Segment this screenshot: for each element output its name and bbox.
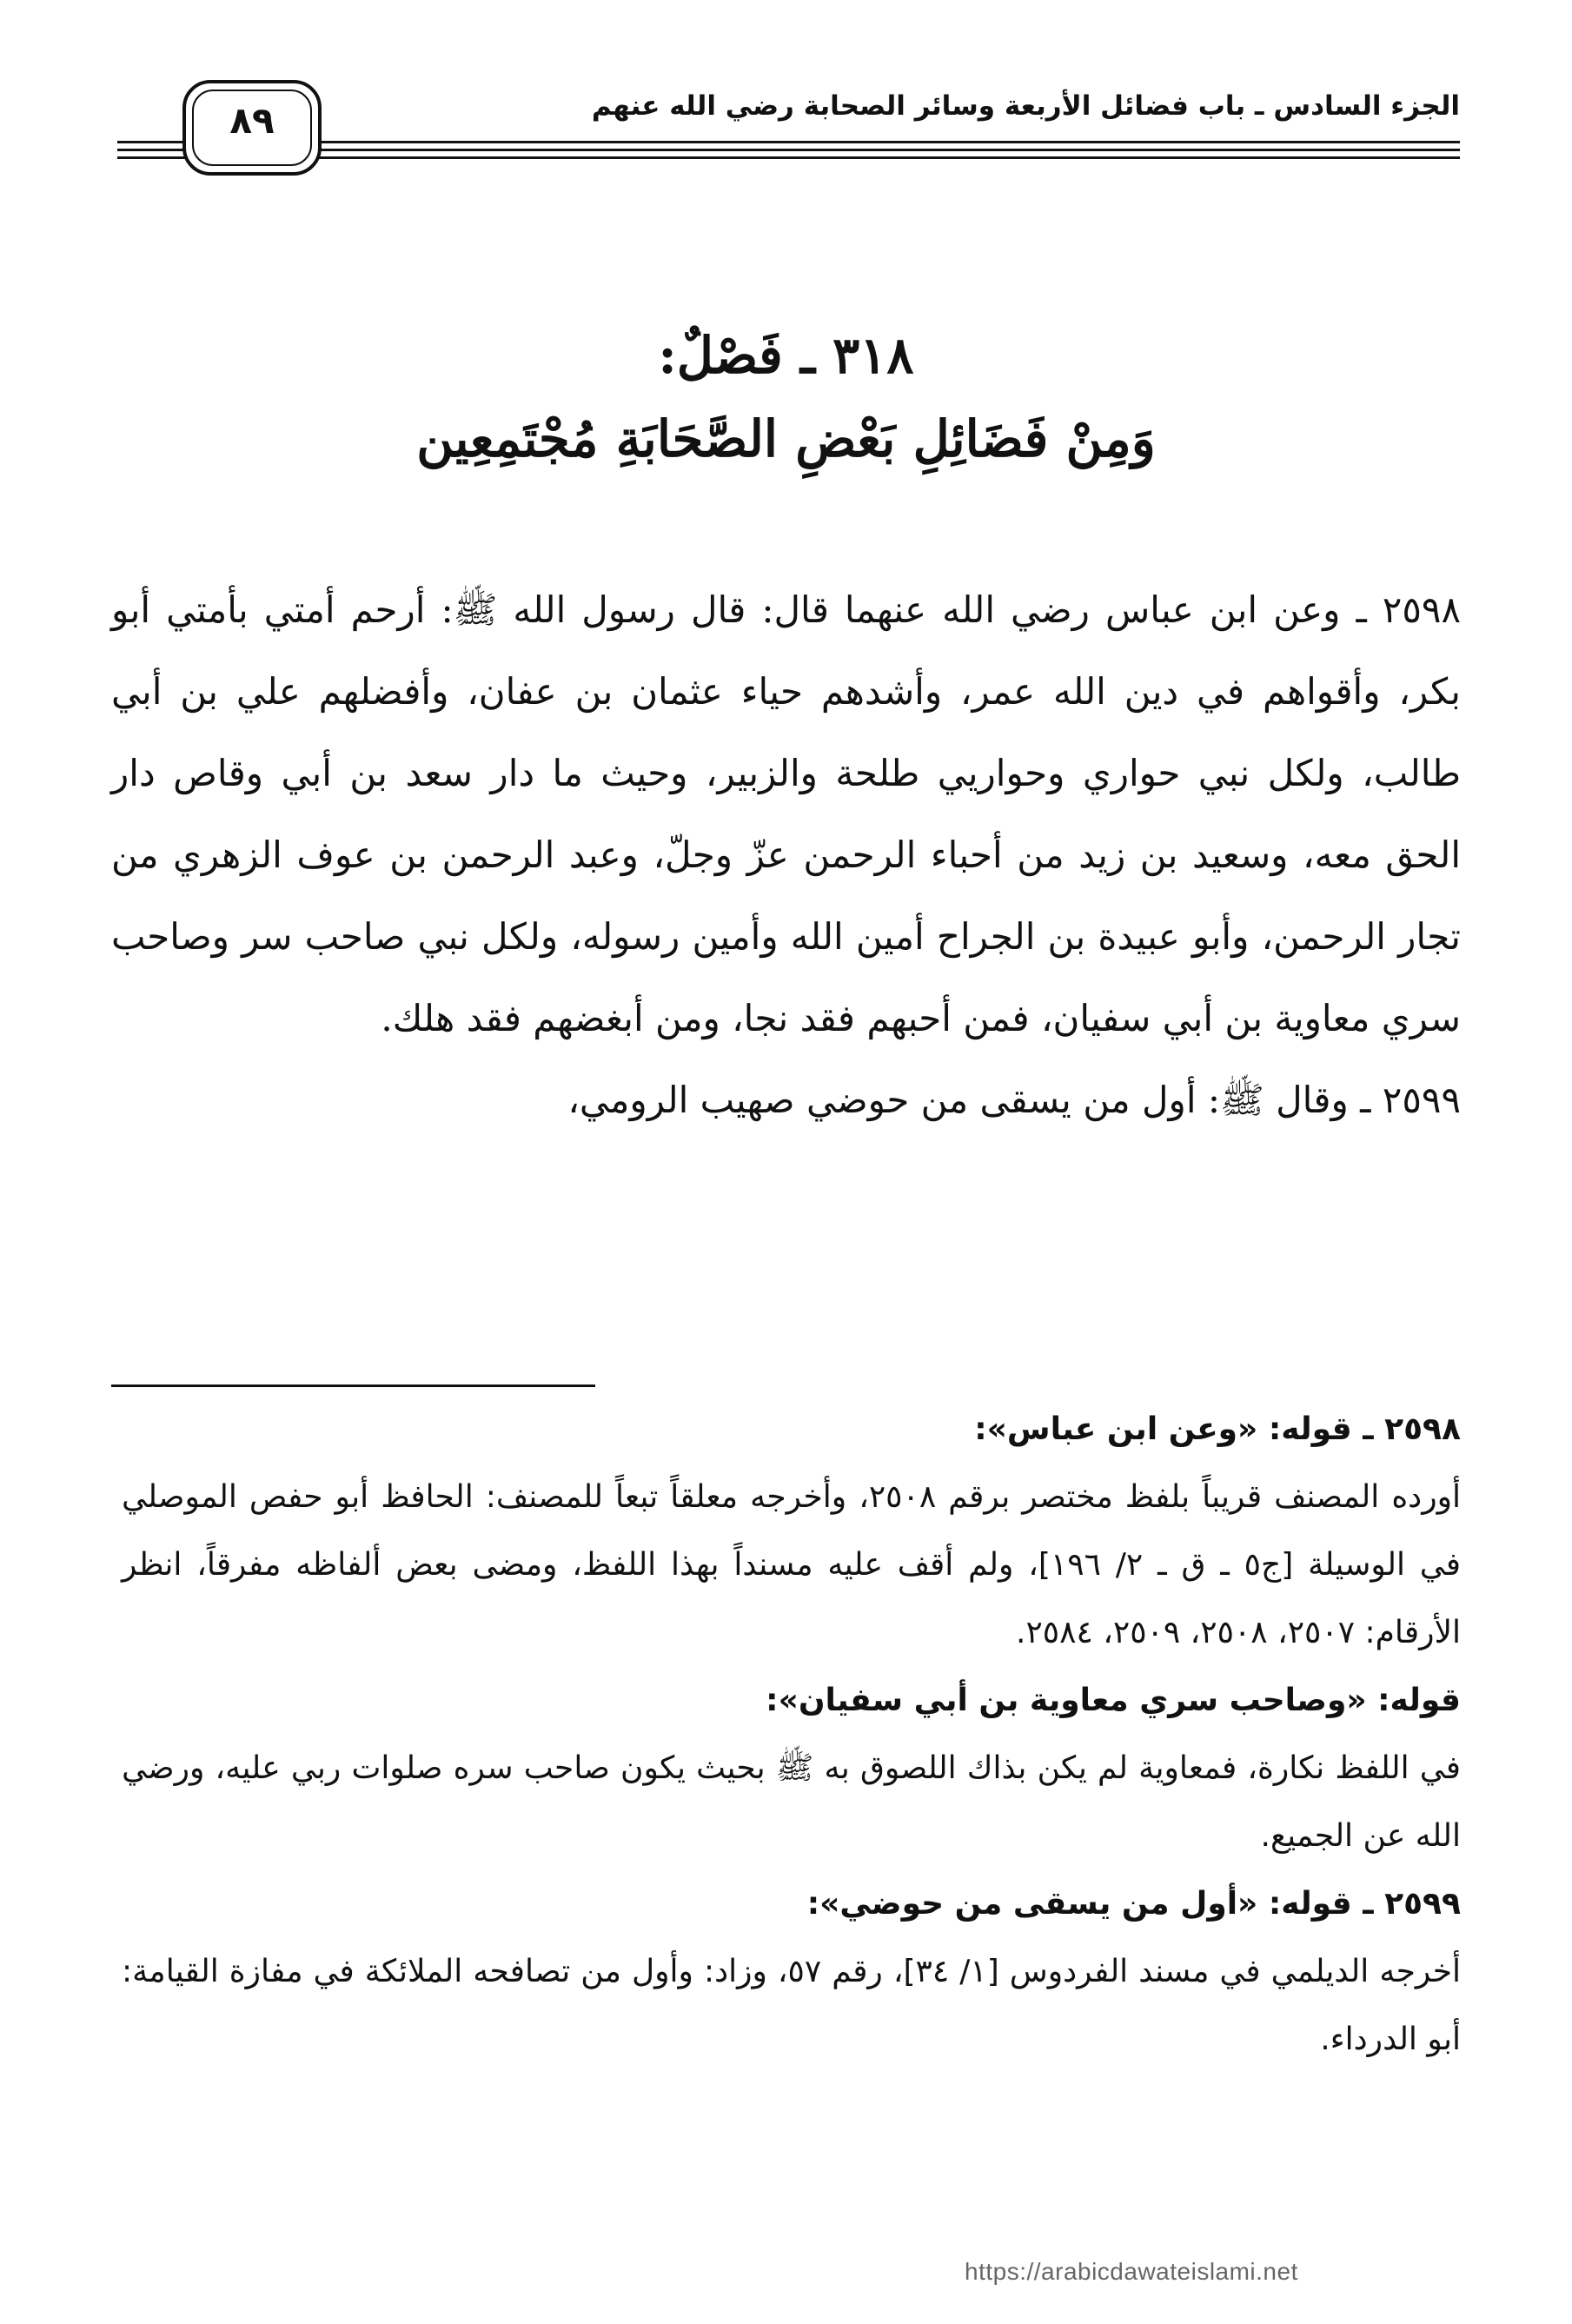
note-body-2598: أورده المصنف قريباً بلفظ مختصر برقم ٢٥٠٨، وأخرجه معلقاً تبعاً للمصنف: الحافظ أبو حفص الموصلي في الوسيلة [ج٥ ـ ق ـ ٢/ ١٩٦]، ولم أقف عليه مسنداً بهذا اللفظ، ومضى بعض ألفاظه مفرقاً، انظر الأرقام: ٢٥٠٧، ٢٥٠٨، ٢٥٠٩، ٢٥٨٤. [122, 1479, 1461, 1650]
note-heading-2599: ٢٥٩٩ ـ قوله: «أول من يسقى من حوضي»: [806, 1886, 1461, 1922]
hadith-paragraph-2599: ٢٥٩٩ ـ وقال ﷺ: أول من يسقى من حوضي صهيب الرومي، [567, 1079, 1461, 1121]
main-hadith-text [111, 569, 1461, 1141]
footnote-divider [111, 1384, 595, 1387]
note-heading-muawiya: قوله: «وصاحب سري معاوية بن أبي سفيان»: [766, 1683, 1461, 1718]
running-header-title: الجزء السادس ـ باب فضائل الأربعة وسائر الصحابة رضي الله عنهم [591, 90, 1460, 122]
note-body-muawiya: في اللفظ نكارة، فمعاوية لم يكن بذاك اللصوق به ﷺ بحيث يكون صاحب سره صلوات ربي عليه، ورضي الله عن الجميع. [122, 1750, 1461, 1854]
note-heading-2598: ٢٥٩٨ ـ قوله: «وعن ابن عباس»: [974, 1411, 1461, 1447]
chapter-heading [0, 326, 1572, 470]
page-number-frame [182, 80, 322, 176]
chapter-number-line: ٣١٨ ـ فَصْلٌ: [658, 326, 914, 385]
page-number: ٨٩ [229, 99, 275, 142]
footnotes-section [122, 1396, 1461, 2074]
chapter-title: وَمِنْ فَضَائِلِ بَعْضِ الصَّحَابَةِ مُجْتَمِعِين [416, 408, 1156, 468]
page-header [117, 80, 1460, 176]
note-body-2599: أخرجه الديلمي في مسند الفردوس [١/ ٣٤]، رقم ٥٧، وزاد: وأول من تصافحه الملائكة في مفازة القيامة: أبو الدرداء. [122, 1954, 1461, 2057]
watermark-url: https://arabicdawateislami.net [965, 2258, 1298, 2285]
hadith-paragraph-2598: ٢٥٩٨ ـ وعن ابن عباس رضي الله عنهما قال: قال رسول الله ﷺ: أرحم أمتي بأمتي أبو بكر، وأقواهم في دين الله عمر، وأشدهم حياء عثمان بن عفان، وأفضلهم علي بن أبي طالب، ولكل نبي حواري وحواريي طلحة والزبير، وحيث ما دار سعد بن أبي وقاص دار الحق معه، وسعيد بن زيد من أحباء الرحمن عزّ وجلّ، وعبد الرحمن بن عوف الزهري من تجار الرحمن، وأبو عبيدة بن الجراح أمين الله وأمين رسوله، ولكل نبي صاحب سر وصاحب سري معاوية بن أبي سفيان، فمن أحبهم فقد نجا، ومن أبغضهم فقد هلك. [111, 588, 1461, 1039]
